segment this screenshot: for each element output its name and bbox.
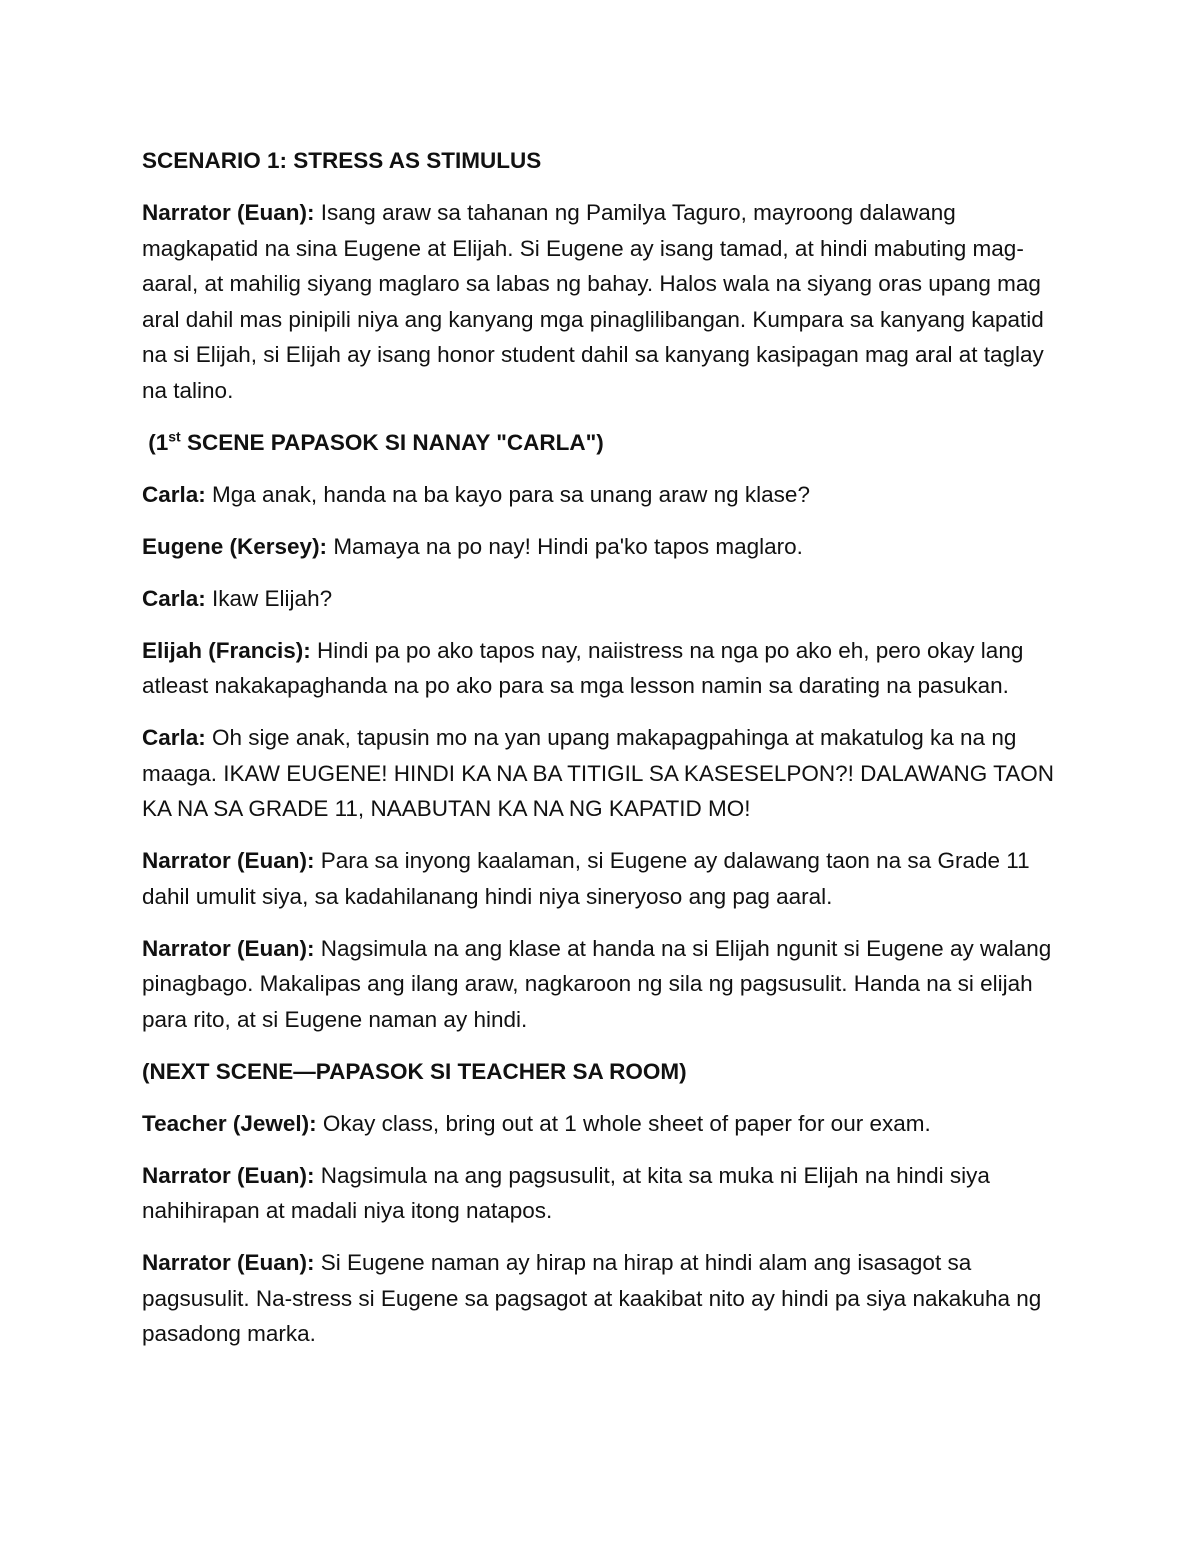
stage-direction-text: SCENE PAPASOK SI NANAY "CARLA") — [180, 429, 604, 455]
dialogue-text: Mga anak, handa na ba kayo para sa unang araw ng klase? — [205, 481, 810, 507]
dialogue-line — [142, 1106, 1072, 1142]
narration-paragraph — [142, 1158, 1072, 1229]
speaker-label: Teacher (Jewel): — [142, 1110, 317, 1136]
dialogue-text: Nagsimula na ang pagsusulit, at kita sa muka ni Elijah na hindi siya nahihirapan at madali niya itong natapos. — [142, 1162, 990, 1223]
narration-paragraph — [142, 195, 1072, 408]
dialogue-line — [142, 529, 1072, 565]
speaker-label: Carla: — [142, 725, 206, 750]
speaker-label: Eugene (Kersey): — [142, 533, 328, 559]
dialogue-text: Si Eugene naman ay hirap na hirap at hindi alam ang isasagot sa pagsusulit. Na-stress si Eugene sa pagsagot at kaakibat nito ay hindi pa siya nakakuha ng pasadong marka. — [142, 1250, 1042, 1346]
dialogue-line — [142, 720, 1072, 827]
dialogue-text: Ikaw Elijah? — [205, 585, 333, 611]
speaker-label: Narrator (Euan): — [142, 1250, 315, 1275]
narration-paragraph — [142, 843, 1072, 914]
speaker-label: Narrator (Euan): — [142, 848, 315, 873]
dialogue-line — [142, 633, 1072, 704]
scenario-title: SCENARIO 1: STRESS AS STIMULUS — [142, 148, 542, 173]
speaker-label: Narrator (Euan): — [142, 200, 315, 225]
speaker-label: Elijah (Francis): — [142, 637, 311, 663]
dialogue-line — [142, 477, 1072, 513]
speaker-label: Carla: — [142, 481, 206, 507]
dialogue-text: Para sa inyong kaalaman, si Eugene ay dalawang taon na sa Grade 11 dahil umulit siya, sa kadahilanang hindi niya sineryoso ang pag aaral. — [142, 848, 1030, 909]
dialogue-text: Okay class, bring out at 1 whole sheet of paper for our exam. — [316, 1110, 931, 1136]
stage-direction — [142, 425, 1072, 461]
document-body — [142, 143, 1072, 1368]
narration-paragraph — [142, 1245, 1072, 1352]
dialogue-text: Oh sige anak, tapusin mo na yan upang makapagpahinga at makatulog ka na ng maaga. IKAW EUGENE! HINDI KA NA BA TITIGIL SA KASESELPON?! DALAWANG TAON KA NA SA GRADE 11, NAABUTAN KA NA NG KAPATID MO! — [142, 725, 1054, 821]
speaker-label: Carla: — [142, 585, 206, 611]
dialogue-text: Hindi pa po ako tapos nay, naiistress na nga po ako eh, pero okay lang atleast nakakapaghanda na po ako para sa mga lesson namin sa darating na pasukan. — [142, 637, 1024, 698]
stage-direction: (NEXT SCENE—PAPASOK SI TEACHER SA ROOM) — [142, 1058, 687, 1084]
ordinal-suffix: st — [168, 428, 181, 444]
dialogue-text: Nagsimula na ang klase at handa na si Elijah ngunit si Eugene ay walang pinagbago. Makalipas ang ilang araw, nagkaroon ng sila ng pagsusulit. Handa na si elijah para rito, at si Eugene naman ay hindi. — [142, 935, 1052, 1032]
stage-direction-text: (1 — [142, 429, 169, 455]
dialogue-line — [142, 581, 1072, 617]
speaker-label: Narrator (Euan): — [142, 1162, 315, 1188]
dialogue-text: Mamaya na po nay! Hindi pa'ko tapos maglaro. — [327, 533, 803, 559]
dialogue-text: Isang araw sa tahanan ng Pamilya Taguro, mayroong dalawang magkapatid na sina Eugene at Elijah. Si Eugene ay isang tamad, at hindi mabuting mag-aaral, at mahilig siyang maglaro sa labas ng bahay. Halos wala na siyang oras upang mag aral dahil mas pinipili niya ang kanyang mga pinaglilibangan. Kumpara sa kanyang kapatid na si Elijah, si Elijah ay isang honor student dahil sa kanyang kasipagan mag aral at taglay na talino. — [142, 200, 1044, 403]
narration-paragraph — [142, 931, 1072, 1038]
speaker-label: Narrator (Euan): — [142, 935, 315, 961]
